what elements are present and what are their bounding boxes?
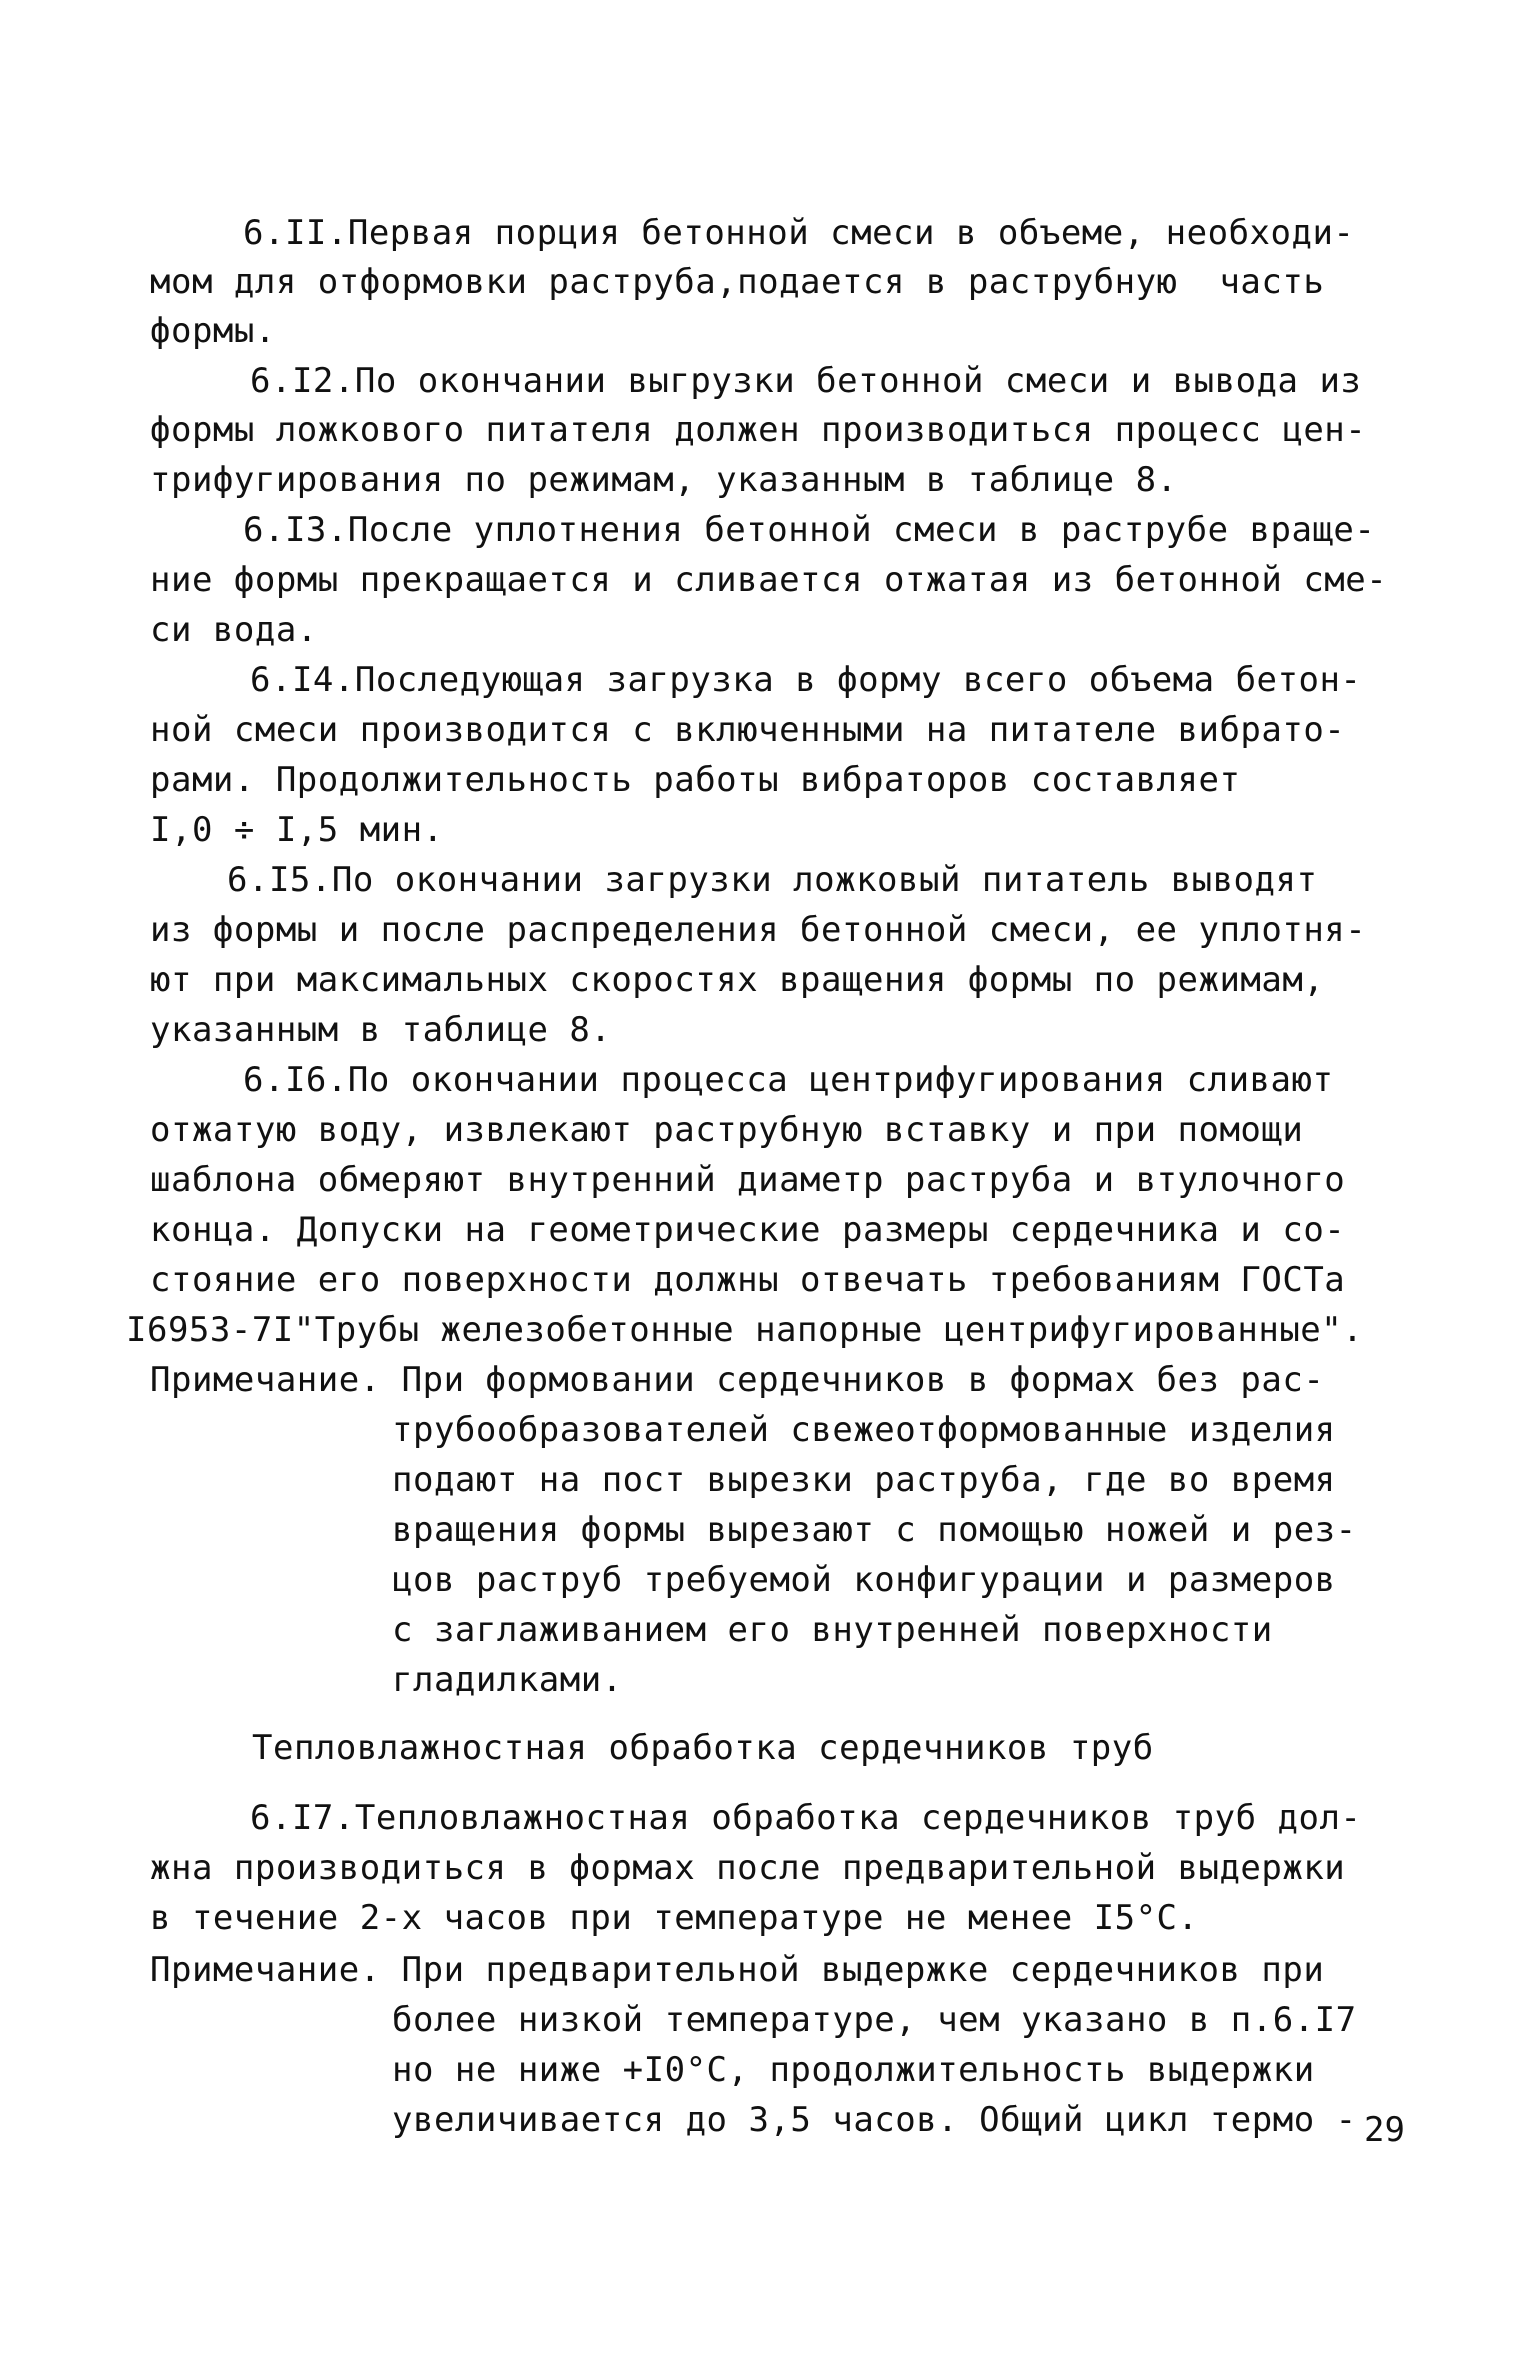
text-line: вращения формы вырезают с помощью ножей и рез- xyxy=(392,1510,1357,1550)
text-line: 6.I7.Тепловлажностная обработка сердечников труб дол- xyxy=(250,1798,1362,1838)
page-number: 29 xyxy=(1364,2110,1405,2150)
text-line: 6.I6.По окончании процесса центрифугирования сливают xyxy=(243,1060,1334,1100)
text-line: ной смеси производится с включенными на питателе вибрато- xyxy=(150,710,1346,750)
text-line: трубообразователей свежеотформованные изделия xyxy=(392,1410,1336,1450)
text-line: стояние его поверхности должны отвечать требованиям ГОСТа xyxy=(150,1260,1346,1300)
text-line: Примечание. При предварительной выдержке сердечников при xyxy=(150,1950,1325,1990)
text-line: I6953-7I"Трубы железобетонные напорные центрифугированные". xyxy=(126,1310,1364,1350)
text-line: из формы и после распределения бетонной смеси, ее уплотня- xyxy=(150,910,1367,950)
text-line: более низкой температуре, чем указано в п.6.I7 xyxy=(392,2000,1357,2040)
text-line: указанным в таблице 8. xyxy=(150,1010,612,1050)
text-line: трифугирования по режимам, указанным в таблице 8. xyxy=(150,460,1178,500)
text-line: отжатую воду, извлекают раструбную вставку и при помощи xyxy=(150,1110,1304,1150)
text-line: гладилками. xyxy=(392,1660,623,1700)
text-line: 6.I5.По окончании загрузки ложковый питатель выводят xyxy=(227,860,1318,900)
text-line: 6.I2.По окончании выгрузки бетонной смеси и вывода из xyxy=(250,361,1362,401)
text-line: шаблона обмеряют внутренний диаметр раструба и втулочного xyxy=(150,1160,1346,1200)
text-line: ют при максимальных скоростях вращения формы по режимам, xyxy=(150,960,1325,1000)
text-line: ние формы прекращается и сливается отжатая из бетонной сме- xyxy=(150,560,1388,600)
text-line: 6.I3.После уплотнения бетонной смеси в раструбе враще- xyxy=(243,510,1376,550)
text-line: жна производиться в формах после предварительной выдержки xyxy=(150,1848,1346,1888)
text-line: конца. Допуски на геометрические размеры сердечника и со- xyxy=(150,1210,1346,1250)
text-line: подают на пост вырезки раструба, где во время xyxy=(392,1460,1336,1500)
text-line: формы. xyxy=(150,311,276,351)
text-line: 6.II.Первая порция бетонной смеси в объеме, необходи- xyxy=(243,213,1355,253)
text-line: в течение 2-х часов при температуре не менее I5°C. xyxy=(150,1898,1199,1938)
text-line: формы ложкового питателя должен производиться процесс цен- xyxy=(150,410,1367,450)
text-line: I,0 ÷ I,5 мин. xyxy=(150,810,444,850)
text-line: си вода. xyxy=(150,610,318,650)
text-line: но не ниже +I0°C, продолжительность выдержки xyxy=(392,2050,1315,2090)
text-line: цов раструб требуемой конфигурации и размеров xyxy=(392,1560,1336,1600)
text-line: 6.I4.Последующая загрузка в форму всего объема бетон- xyxy=(250,660,1362,700)
text-line: рами. Продолжительность работы вибраторов составляет xyxy=(150,760,1241,800)
text-line: увеличивается до 3,5 часов. Общий цикл термо - xyxy=(392,2100,1357,2140)
section-heading: Тепловлажностная обработка сердечников труб xyxy=(252,1728,1154,1768)
text-line: Примечание. При формовании сердечников в формах без рас- xyxy=(150,1360,1325,1400)
text-line: с заглаживанием его внутренней поверхности xyxy=(392,1610,1273,1650)
text-line: мом для отформовки раструба,подается в раструбную часть xyxy=(150,262,1325,302)
